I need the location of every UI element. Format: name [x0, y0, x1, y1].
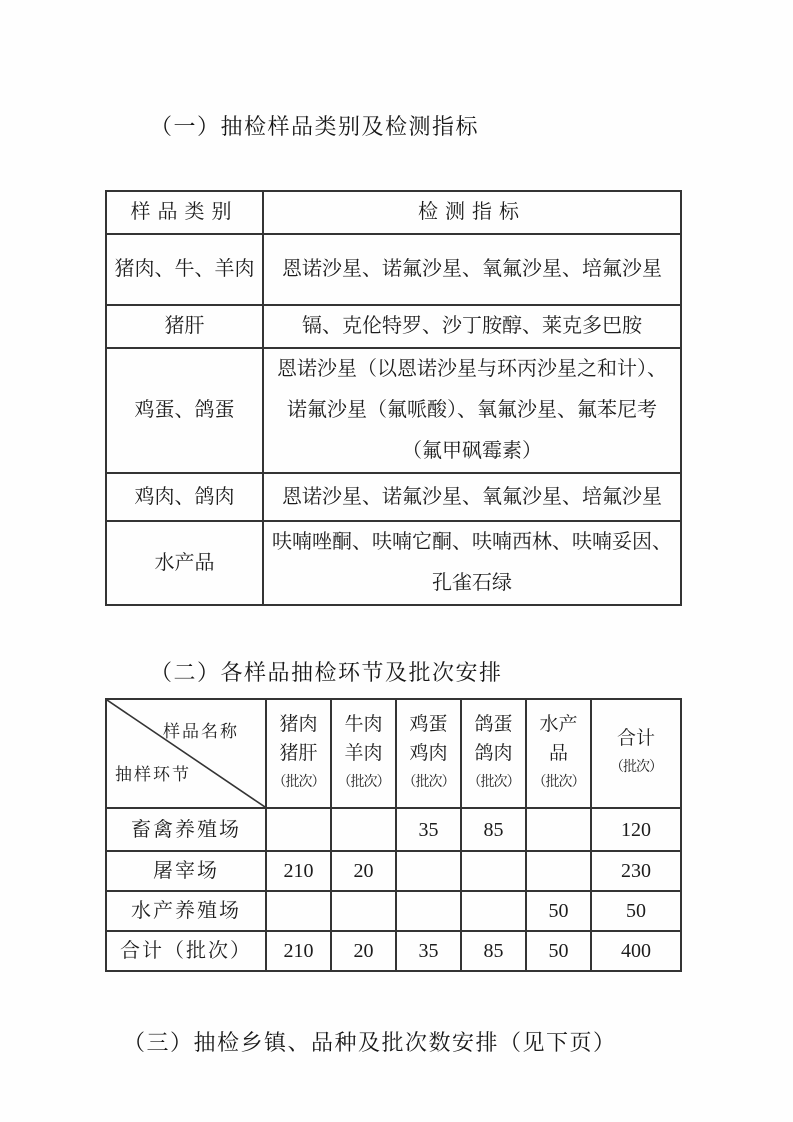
value-cell: 50: [526, 891, 591, 931]
category-cell: 猪肉、牛、羊肉: [106, 234, 263, 305]
indicators-cell: 恩诺沙星、诺氟沙星、氧氟沙星、培氟沙星: [263, 234, 681, 305]
value-cell: 20: [331, 851, 396, 891]
section-heading-1: （一）抽检样品类别及检测指标: [150, 114, 480, 139]
indicators-cell: 恩诺沙星（以恩诺沙星与环丙沙星之和计）、诺氟沙星（氟哌酸）、氧氟沙星、氟苯尼考（氟甲砜霉素）: [263, 348, 681, 473]
category-cell: 水产品: [106, 521, 263, 605]
batch-arrangement-table: [105, 698, 682, 972]
category-cell: 鸡肉、鸽肉: [106, 473, 263, 521]
row-label-cell: 屠宰场: [106, 851, 266, 891]
header-sample-category: 样品类别: [106, 191, 263, 234]
column-header-aquatic: 水产 品 （批次）: [526, 699, 591, 808]
value-cell: 210: [266, 851, 331, 891]
diagonal-line: [107, 700, 265, 807]
table-row: [106, 521, 681, 605]
table-row: [106, 234, 681, 305]
table-row: [106, 931, 681, 971]
table-row: [106, 348, 681, 473]
table-row: [106, 808, 681, 851]
table-row: [106, 473, 681, 521]
value-cell: 50: [526, 931, 591, 971]
table-row: [106, 891, 681, 931]
value-cell: [461, 851, 526, 891]
table-header-row: [106, 191, 681, 234]
category-cell: 猪肝: [106, 305, 263, 348]
value-cell: 230: [591, 851, 681, 891]
sample-category-table: [105, 190, 682, 606]
value-cell: [396, 891, 461, 931]
diagonal-corner-cell: [106, 699, 266, 808]
value-cell: [461, 891, 526, 931]
value-cell: 210: [266, 931, 331, 971]
indicators-cell: 镉、克伦特罗、沙丁胺醇、莱克多巴胺: [263, 305, 681, 348]
section-heading-3: （三）抽检乡镇、品种及批次数安排（见下页）: [123, 1030, 617, 1055]
value-cell: [331, 891, 396, 931]
corner-label-sample-name: 样品名称: [163, 722, 239, 741]
value-cell: 85: [461, 808, 526, 851]
value-cell: 85: [461, 931, 526, 971]
value-cell: 50: [591, 891, 681, 931]
value-cell: 120: [591, 808, 681, 851]
column-header-pigeon: 鸽蛋 鸽肉 （批次）: [461, 699, 526, 808]
value-cell: 400: [591, 931, 681, 971]
header-test-indicators: 检测指标: [263, 191, 681, 234]
value-cell: [526, 808, 591, 851]
row-label-cell: 畜禽养殖场: [106, 808, 266, 851]
corner-label-sampling-stage: 抽样环节: [115, 765, 191, 784]
value-cell: 35: [396, 931, 461, 971]
table-row: [106, 305, 681, 348]
indicators-cell: 恩诺沙星、诺氟沙星、氧氟沙星、培氟沙星: [263, 473, 681, 521]
column-header-total: 合计 （批次）: [591, 699, 681, 808]
indicators-cell: 呋喃唑酮、呋喃它酮、呋喃西林、呋喃妥因、孔雀石绿: [263, 521, 681, 605]
value-cell: [266, 891, 331, 931]
table-row: [106, 851, 681, 891]
category-cell: 鸡蛋、鸽蛋: [106, 348, 263, 473]
value-cell: [331, 808, 396, 851]
value-cell: [266, 808, 331, 851]
value-cell: 35: [396, 808, 461, 851]
row-label-cell: 水产养殖场: [106, 891, 266, 931]
value-cell: [526, 851, 591, 891]
row-label-cell: 合计（批次）: [106, 931, 266, 971]
table-header-row: [106, 699, 681, 808]
value-cell: 20: [331, 931, 396, 971]
column-header-egg-chicken: 鸡蛋 鸡肉 （批次）: [396, 699, 461, 808]
column-header-beef-mutton: 牛肉 羊肉 （批次）: [331, 699, 396, 808]
column-header-pork: 猪肉 猪肝 （批次）: [266, 699, 331, 808]
section-heading-2: （二）各样品抽检环节及批次安排: [150, 660, 503, 685]
value-cell: [396, 851, 461, 891]
